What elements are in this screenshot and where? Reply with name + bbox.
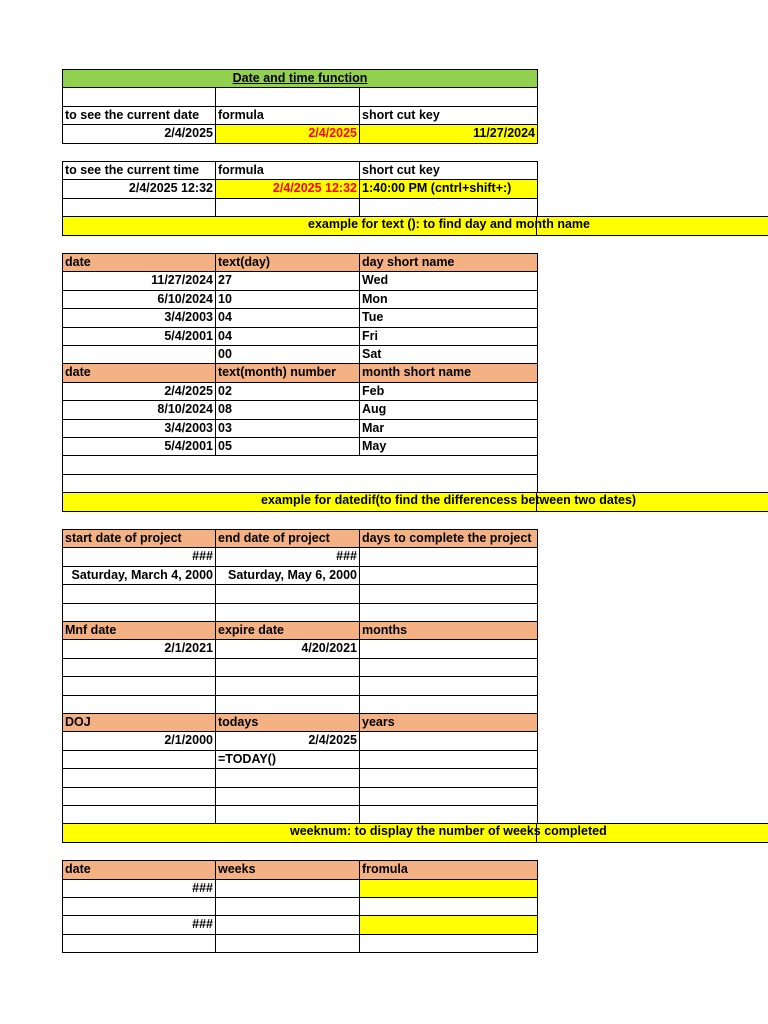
day-table-header[interactable]: text(day) [215,253,360,272]
empty-cell[interactable] [215,695,360,714]
empty-cell[interactable] [359,658,538,677]
month-short-name[interactable]: Aug [359,400,538,420]
month-number[interactable]: 05 [215,437,360,456]
day-number[interactable]: 04 [215,308,360,328]
doj-date[interactable]: 2/1/2000 [62,731,216,751]
week-date[interactable]: ### [62,879,216,898]
empty-cell[interactable] [215,87,360,107]
weeks-value[interactable] [215,897,360,916]
empty-cell[interactable] [359,584,538,604]
project-table-header[interactable]: days to complete the project [359,529,538,548]
datedif-banner[interactable] [62,492,637,512]
empty-cell[interactable] [215,805,360,824]
day-short-name[interactable]: Tue [359,308,538,328]
month-table-header[interactable]: text(month) number [215,363,360,383]
project-table-header[interactable]: end date of project [215,529,360,548]
empty-cell[interactable] [359,768,538,788]
day-short-name[interactable]: Sat [359,345,538,364]
end-date[interactable]: ### [215,547,360,567]
mnf-date[interactable]: 2/1/2021 [62,639,216,659]
day-number[interactable]: 10 [215,290,360,309]
month-table-header[interactable]: date [62,363,216,383]
empty-cell[interactable] [215,198,360,217]
day-date[interactable] [62,345,216,364]
empty-cell[interactable] [215,584,360,604]
day-date[interactable]: 6/10/2024 [62,290,216,309]
current-date-formula[interactable]: 2/4/2025 [215,124,360,144]
mnf-table-header[interactable]: Mnf date [62,621,216,640]
empty-cell[interactable] [62,584,216,604]
current-time-formula[interactable]: 2/4/2025 12:32 [215,179,360,199]
expire-date[interactable]: 4/20/2021 [215,639,360,659]
day-table-header[interactable]: date [62,253,216,272]
weeks-value[interactable] [215,879,360,898]
month-short-name[interactable]: Mar [359,419,538,438]
shortcut-label[interactable]: short cut key [359,106,538,125]
month-number[interactable]: 02 [215,382,360,401]
day-short-name[interactable]: Wed [359,271,538,291]
years-value[interactable] [359,750,538,769]
month-date[interactable]: 8/10/2024 [62,400,216,420]
empty-cell[interactable] [359,787,538,806]
days-to-complete[interactable] [359,547,538,567]
week-table-header[interactable]: date [62,860,216,880]
empty-cell[interactable] [359,198,538,217]
current-date-value[interactable]: 2/4/2025 [62,124,216,144]
sheet-title[interactable]: Date and time function [62,69,538,88]
doj-table-header[interactable]: todays [215,713,360,732]
empty-cell[interactable] [359,603,538,622]
empty-cell[interactable] [62,676,216,696]
mnf-table-header[interactable]: months [359,621,538,640]
text-function-banner-text: example for text (): to find day and month name [308,217,590,231]
shortcut-label[interactable]: short cut key [359,161,538,180]
start-date-long[interactable]: Saturday, March 4, 2000 [62,566,216,585]
days-to-complete[interactable] [359,566,538,585]
week-table-header[interactable]: weeks [215,860,360,880]
weeknum-banner-text: weeknum: to display the number of weeks completed [290,824,607,838]
current-date-label[interactable]: to see the current date [62,106,216,125]
empty-cell[interactable] [215,768,360,788]
day-short-name[interactable]: Fri [359,327,538,346]
end-date-long[interactable]: Saturday, May 6, 2000 [215,566,360,585]
day-date[interactable]: 5/4/2001 [62,327,216,346]
weeks-value[interactable] [215,934,360,953]
doj-table-header[interactable]: DOJ [62,713,216,732]
formula-label[interactable]: formula [215,106,360,125]
empty-row[interactable] [62,455,538,475]
month-number[interactable]: 08 [215,400,360,420]
empty-cell[interactable] [62,658,216,677]
day-number[interactable]: 00 [215,345,360,364]
mnf-table-header[interactable]: expire date [215,621,360,640]
empty-row[interactable] [62,474,538,493]
week-table-header[interactable]: fromula [359,860,538,880]
months-value[interactable] [359,639,538,659]
empty-cell[interactable] [62,787,216,806]
weeks-value[interactable] [215,915,360,935]
current-date-shortcut[interactable]: 11/27/2024 [359,124,538,144]
day-date[interactable]: 3/4/2003 [62,308,216,328]
empty-cell[interactable] [62,768,216,788]
empty-cell[interactable] [62,603,216,622]
current-time-shortcut[interactable]: 1:40:00 PM (cntrl+shift+:) [359,179,538,199]
empty-cell[interactable] [359,805,538,824]
empty-cell[interactable] [62,87,216,107]
day-number[interactable]: 27 [215,271,360,291]
day-table-header[interactable]: day short name [359,253,538,272]
start-date[interactable]: ### [62,547,216,567]
empty-cell[interactable] [215,676,360,696]
empty-cell[interactable] [359,87,538,107]
month-number[interactable]: 03 [215,419,360,438]
project-table-header[interactable]: start date of project [62,529,216,548]
todays-date[interactable]: 2/4/2025 [215,731,360,751]
week-date[interactable] [62,934,216,953]
formula-label[interactable]: formula [215,161,360,180]
empty-cell[interactable] [215,603,360,622]
month-date[interactable]: 5/4/2001 [62,437,216,456]
empty-cell[interactable] [215,658,360,677]
empty-cell[interactable] [359,676,538,696]
doj-date[interactable] [62,750,216,769]
doj-table-header[interactable]: years [359,713,538,732]
weeknum-banner[interactable] [62,823,607,843]
week-date[interactable]: ### [62,915,216,935]
month-short-name[interactable]: Feb [359,382,538,401]
day-number[interactable]: 04 [215,327,360,346]
empty-cell[interactable] [359,695,538,714]
week-date[interactable] [62,897,216,916]
empty-cell[interactable] [62,695,216,714]
day-short-name[interactable]: Mon [359,290,538,309]
today-formula[interactable]: =TODAY() [215,750,360,769]
text-function-banner[interactable] [62,216,590,236]
years-value[interactable] [359,731,538,751]
current-time-value[interactable]: 2/4/2025 12:32 [62,179,216,199]
month-table-header[interactable]: month short name [359,363,538,383]
week-formula[interactable] [359,897,538,916]
day-date[interactable]: 11/27/2024 [62,271,216,291]
current-time-label[interactable]: to see the current time [62,161,216,180]
empty-cell[interactable] [62,805,216,824]
empty-cell[interactable] [215,787,360,806]
week-formula[interactable] [359,879,538,898]
week-formula[interactable] [359,915,538,935]
month-date[interactable]: 3/4/2003 [62,419,216,438]
month-date[interactable]: 2/4/2025 [62,382,216,401]
month-short-name[interactable]: May [359,437,538,456]
datedif-banner-text: example for datedif(to find the differencess between two dates) [261,493,637,507]
empty-cell[interactable] [62,198,216,217]
week-formula[interactable] [359,934,538,953]
